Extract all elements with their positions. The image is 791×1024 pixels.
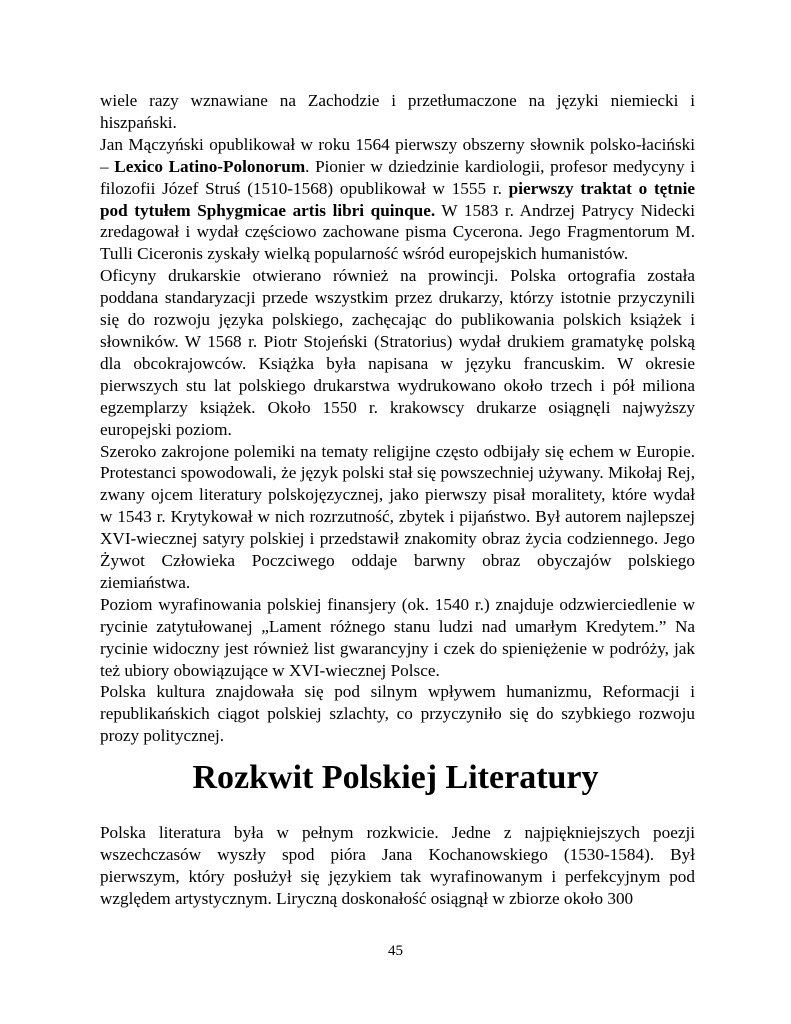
bold-text: pierwszy traktat o tętnie pod tytułem Sphygmicae artis libri quinque. <box>100 178 695 220</box>
paragraph <box>100 822 695 910</box>
page-number: 45 <box>388 943 403 959</box>
bold-text: Lexico Latino-Polonorum <box>114 156 306 176</box>
text-run: Oficyny drukarskie otwierano również na prowincji. Polska ortografia została poddana standaryzacji przede wszystkim przez drukarzy, którzy istotnie przyczynili się do rozwoju języka polskiego, zachęcając do publikowania polskich książek i słowników. W 1568 r. Piotr Stojeński (Stratorius) wydał drukiem gramatykę polską dla obcokrajowców. Książka była napisana w języku francuskim. W okresie pierwszych stu lat polskiego drukarstwa wydrukowano około trzech i pół miliona egzemplarzy książek. Około 1550 r. krakowscy drukarze osiągnęli najwyższy europejski poziom. <box>100 266 695 439</box>
paragraph <box>100 594 695 682</box>
text-run: . Pionier w dziedzinie kardiologii, profesor medycyny i filozofii Józef Struś (1510-1568) opublikował w 1555 r. <box>100 156 695 198</box>
text-run: Polska kultura znajdowała się pod silnym wpływem humanizmu, Reformacji i republikańskich ciągot polskiej szlachty, co przyczyniło się do szybkiego rozwoju prozy politycznej. <box>100 682 695 746</box>
paragraph <box>100 134 695 265</box>
paragraph <box>100 265 695 440</box>
text-run: W 1583 r. Andrzej Patrycy Nidecki zredagował i wydał częściowo zachowane pisma Cycerona. Jego Fragmentorum M. Tulli Ciceronis zyskały wielką popularność wśród europejskich humanistów. <box>100 200 695 264</box>
paragraph <box>100 681 695 747</box>
section-heading: Rozkwit Polskiej Literatury <box>192 759 599 796</box>
body-text <box>100 90 695 747</box>
paragraph <box>100 441 695 594</box>
paragraph <box>100 90 695 134</box>
text-run: Szeroko zakrojone polemiki na tematy religijne często odbijały się echem w Europie. Protestanci spowodowali, że język polski stał się powszechniej używany. Mikołaj Rej, zwany ojcem literatury polskojęzycznej, jako pierwszy pisał moralitety, które wydał w 1543 r. Krytykował w nich rozrzutność, zbytek i pijaństwo. Był autorem najlepszej XVI-wiecznej satyry polskiej i przedstawił znakomity obraz życia codziennego. Jego Żywot Człowieka Poczciwego oddaje barwny obraz obyczajów polskiego ziemiaństwa. <box>100 441 695 592</box>
text-run: Poziom wyrafinowania polskiej finansjery (ok. 1540 r.) znajduje odzwierciedlenie w rycinie zatytułowanej „Lament różnego stanu ludzi nad umarłym Kredytem.” Na rycinie widoczny jest również list gwarancyjny i czek do spieniężenie w podróży, jak też ubiory obowiązujące w XVI-wiecznej Polsce. <box>100 594 695 680</box>
text-run: Polska literatura była w pełnym rozkwicie. Jedne z najpiękniejszych poezji wszechczasów wyszły spod pióra Jana Kochanowskiego (1530-1584). Był pierwszym, który posłużył się językiem tak wyrafinowanym i perfekcyjnym pod względem artystycznym. Liryczną doskonałość osiągnął w zbiorze około 300 <box>100 823 695 908</box>
text-run: Jan Mączyński opublikował w roku 1564 pierwszy obszerny słownik polsko-łaciński – <box>100 134 695 176</box>
text-run: wiele razy wznawiane na Zachodzie i przetłumaczone na języki niemiecki i hiszpański. <box>100 91 695 132</box>
body-text-after-heading <box>100 822 695 910</box>
